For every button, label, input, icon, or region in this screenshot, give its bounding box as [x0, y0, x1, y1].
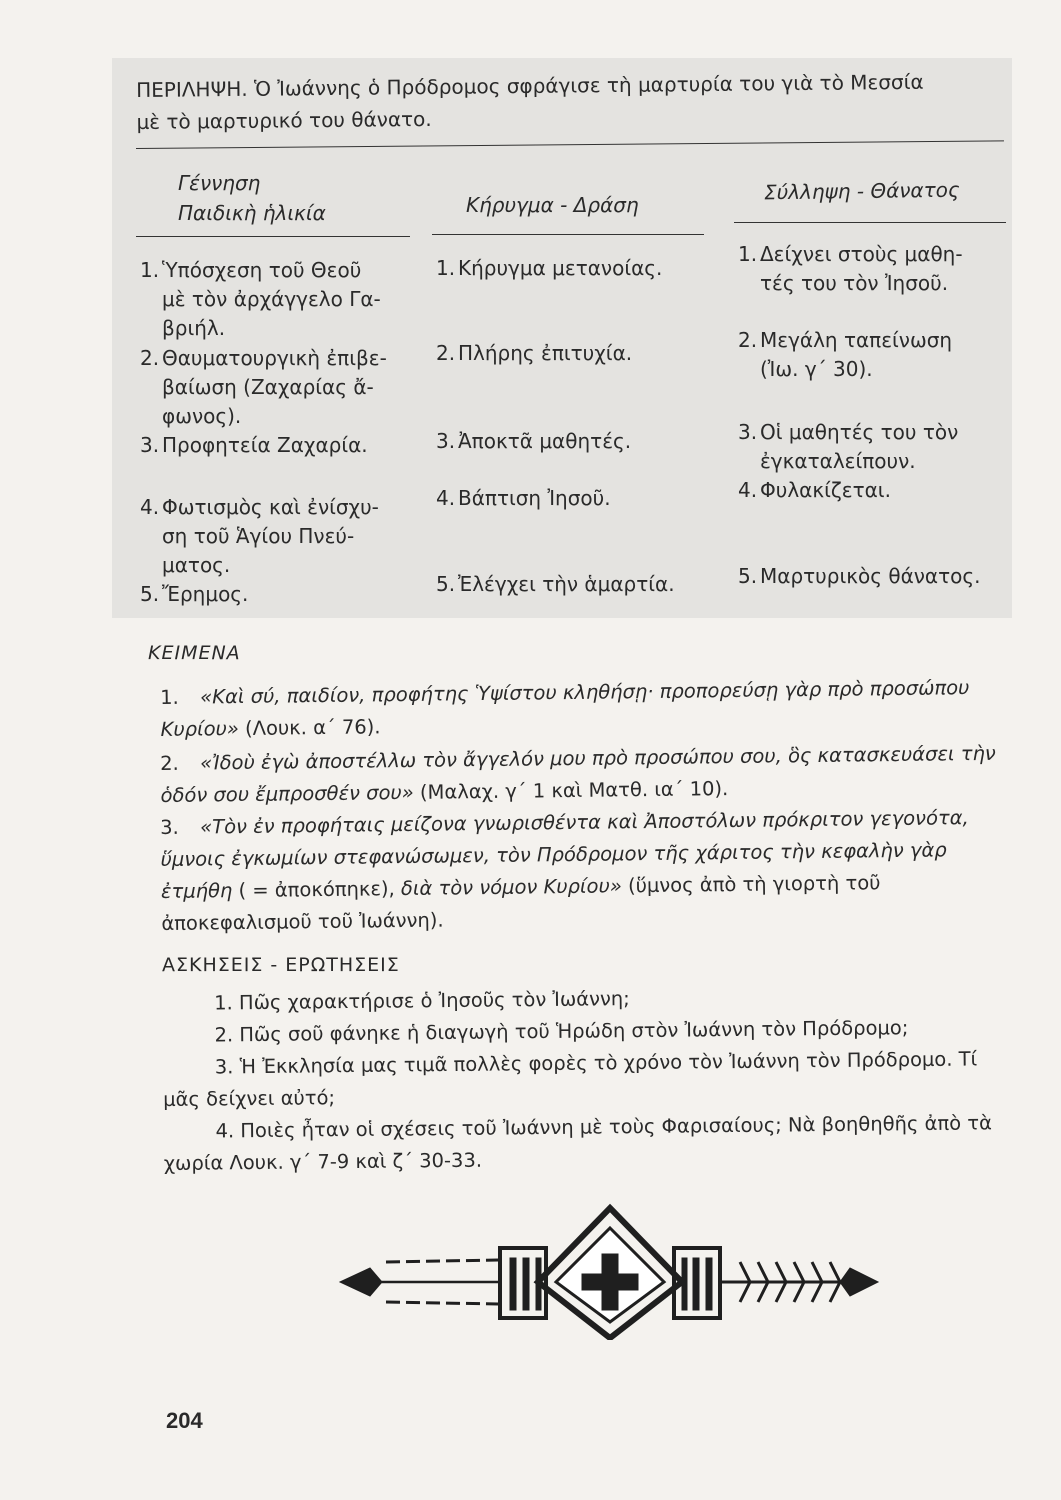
cross-ornament-icon — [330, 1190, 890, 1340]
text-paragraph-1: 1. «Καὶ σύ, παιδίον, προφήτης Ὑψίστου κληθήσῃ· προπορεύσῃ γὰρ πρὸ προσώπου Κυρίου» (Λουκ. α΄ 76). — [160, 676, 970, 741]
column-2-item-3: 3. Ἀποκτᾶ μαθητές. — [436, 429, 632, 453]
column-2-rule — [432, 234, 704, 235]
column-3-item-3: 3. Οἱ μαθητές του τὸν ἐγκαταλείπουν. — [738, 420, 959, 473]
column-3-heading: Σύλληψη - Θάνατος — [763, 177, 960, 205]
column-2-item-5: 5. Ἐλέγχει τὴν ἁμαρτία. — [436, 572, 675, 596]
question-2: 2. Πῶς σοῦ φάνηκε ἡ διαγωγὴ τοῦ Ἡρώδη στὸν Ἰωάννη τὸν Πρόδρομο; — [214, 1016, 909, 1047]
column-1-item-1: 1. Ὑπόσχεση τοῦ Θεοῦ μὲ τὸν ἀρχάγγελο Γα- βριήλ. — [140, 258, 381, 340]
column-1-item-4: 4. Φωτισμὸς καὶ ἐνίσχυ- ση τοῦ Ἁγίου Πνεύ- ματος. — [140, 495, 379, 577]
summary-title-line-2: μὲ τὸ μαρτυρικό του θάνατο. — [136, 106, 432, 134]
exercises-heading: ΑΣΚΗΣΕΙΣ - ΕΡΩΤΗΣΕΙΣ — [162, 954, 400, 976]
summary-title-line-1: ΠΕΡΙΛΗΨΗ. Ὁ Ἰωάννης ὁ Πρόδρομος σφράγισε τὴ μαρτυρία του γιὰ τὸ Μεσσία — [136, 69, 924, 102]
column-3-item-5: 5. Μαρτυρικὸς θάνατος. — [738, 564, 981, 588]
text-paragraph-3: 3. «Τὸν ἐν προφήταις μείζονα γνωρισθέντα καὶ Ἀποστόλων πρόκριτον γεγονότα, ὕμνοις ἐγκωμίων στεφανώσωμεν, τὸν Πρόδρομον τῆς χάριτος τὴν κεφαλὴν γὰρ ἐτμήθη ( = ἀποκόπηκε), διὰ τὸν νόμον Κυρίου» (ὕμνος ἀπὸ τὴ γιορτὴ τοῦ ἀποκεφαλισμοῦ τοῦ Ἰωάννη). — [160, 806, 969, 935]
texts-heading: ΚΕΙΜΕΝΑ — [148, 642, 241, 664]
column-1-heading: Γέννηση Παιδικὴ ἡλικία — [178, 171, 326, 225]
column-3-item-4: 4. Φυλακίζεται. — [738, 478, 891, 502]
column-2-item-2: 2. Πλήρης ἐπιτυχία. — [436, 341, 633, 365]
column-1-item-3: 3. Προφητεία Ζαχαρία. — [140, 433, 368, 457]
column-1-rule — [136, 236, 410, 237]
column-2-item-1: 1. Κήρυγμα μετανοίας. — [436, 256, 663, 280]
column-3-rule — [734, 222, 1006, 223]
column-3-item-2: 2. Μεγάλη ταπείνωση (Ἰω. γ΄ 30). — [738, 328, 953, 381]
column-3-item-1: 1. Δείχνει στοὺς μαθη- τές του τὸν Ἰησοῦ. — [738, 242, 963, 295]
question-1: 1. Πῶς χαρακτήρισε ὁ Ἰησοῦς τὸν Ἰωάννη; — [214, 987, 630, 1015]
page-number: 204 — [166, 1408, 203, 1433]
question-4: 4. Ποιὲς ἦταν οἱ σχέσεις τοῦ Ἰωάννη μὲ τοὺς Φαρισαίους; Νὰ βοηθηθῆς ἀπὸ τὰ χωρία Λουκ. γ΄ 7-9 καὶ ζ΄ 30-33. — [163, 1111, 992, 1175]
column-1-item-5: 5. Ἔρημος. — [140, 582, 249, 606]
column-2-heading: Κήρυγμα - Δράση — [466, 193, 639, 217]
text-paragraph-2: 2. «Ἰδοὺ ἐγὼ ἀποστέλλω τὸν ἄγγελόν μου πρὸ προσώπου σου, ὃς κατασκευάσει τὴν ὁδόν σου ἔμπροσθέν σου» (Μαλαχ. γ΄ 1 καὶ Ματθ. ια΄ 10). — [160, 741, 996, 807]
exercises-list — [162, 979, 1014, 1180]
question-3: 3. Ἡ Ἐκκλησία μας τιμᾶ πολλὲς φορὲς τὸ χρόνο τὸν Ἰωάννη τὸν Πρόδρομο. Τί μᾶς δείχνει αὐτό; — [163, 1047, 978, 1111]
summary-title — [136, 65, 997, 138]
column-1-item-2: 2. Θαυματουργικὴ ἐπιβε- βαίωση (Ζαχαρίας ἄ- φωνος). — [140, 346, 387, 428]
column-2-item-4: 4. Βάπτιση Ἰησοῦ. — [436, 486, 611, 510]
